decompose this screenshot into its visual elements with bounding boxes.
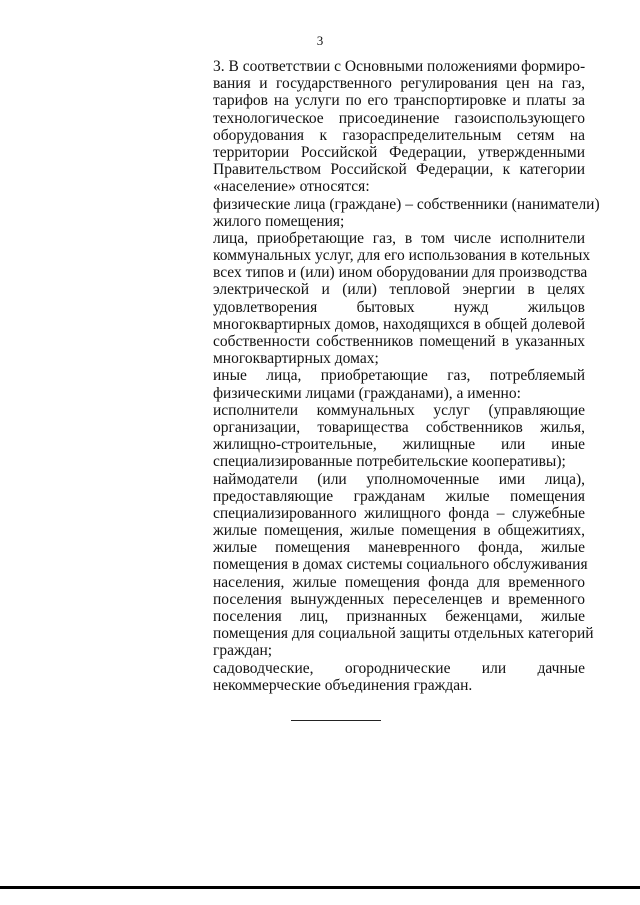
text-line: коммунальных услуг, для его использования в котельных (213, 247, 591, 265)
text-line: лица, приобретающие газ, в том числе исполнители (213, 229, 585, 247)
text-line: жилые помещения, жилые помещения в общежитиях, (213, 522, 585, 540)
text-line: многоквартирных домах; (213, 350, 379, 368)
text-line: тарифов на услуги по его транспортировке и платы за (213, 92, 585, 110)
text-line: организации, товарищества собственников жилья, (213, 418, 585, 436)
text-line: всех типов и (или) ином оборудовании для производства (213, 264, 588, 282)
text-line: 3. В соответствии с Основными положениями формиро- (213, 58, 586, 75)
text-line: помещения в домах системы социального обслуживания (213, 556, 588, 574)
text-line: физическими лицами (гражданами), а именно: (213, 384, 521, 402)
text-line: специализированные потребительские кооперативы); (213, 453, 566, 471)
text-line: удовлетворения бытовых нужд жильцов (213, 298, 585, 316)
text-line: жилищно-строительные, жилищные или иные (213, 436, 585, 454)
text-line: наймодатели (или уполномоченные ими лица), (213, 470, 585, 488)
text-line: специализированного жилищного фонда – служебные (213, 504, 585, 522)
text-line: многоквартирных домов, находящихся в общей долевой (213, 315, 585, 333)
text-line: граждан; (213, 642, 273, 660)
text-line: жилые помещения маневренного фонда, жилые (213, 539, 585, 557)
text-line: иные лица, приобретающие газ, потребляемый (213, 367, 585, 385)
page-bottom-edge (0, 886, 640, 889)
text-line: предоставляющие гражданам жилые помещения (213, 487, 585, 505)
text-line: собственности собственников помещений в указанных (213, 333, 585, 350)
text-line: территории Российской Федерации, утвержденными (213, 143, 585, 161)
text-line: оборудования к газораспределительным сетям на (213, 126, 585, 144)
text-line: населения, жилые помещения фонда для временного (213, 573, 585, 591)
page-number: 3 (316, 33, 324, 48)
text-line: помещения для социальной защиты отдельных категорий (213, 625, 594, 643)
text-line: садоводческие, огороднические или дачные (213, 659, 585, 677)
document-body (213, 58, 600, 694)
text-line: Правительством Российской Федерации, к категории (213, 161, 585, 179)
text-line: «население» относятся: (213, 178, 370, 196)
text-line: поселения вынужденных переселенцев и временного (213, 590, 585, 608)
text-line: вания и государственного регулирования цен на газ, (213, 75, 585, 93)
text-line: поселения лиц, признанных беженцами, жилые (213, 608, 585, 625)
text-line: жилого помещения; (213, 212, 345, 230)
text-line: исполнители коммунальных услуг (управляющие (213, 401, 585, 419)
text-line: некоммерческие объединения граждан. (213, 676, 473, 694)
end-separator-line (291, 720, 381, 721)
text-line: электрической и (или) тепловой энергии в целях (213, 281, 585, 299)
text-line: физические лица (граждане) – собственники (наниматели) (213, 195, 600, 213)
text-line: технологическое присоединение газоиспользующего (213, 109, 585, 127)
